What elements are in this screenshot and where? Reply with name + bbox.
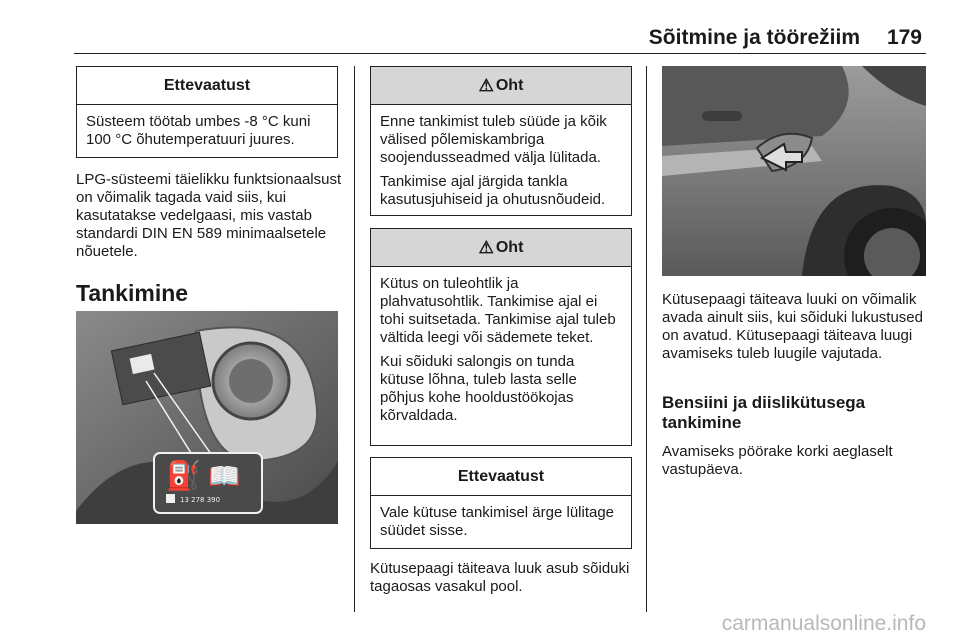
caution-box-1 xyxy=(76,66,338,158)
watermark: carmanualsonline.info xyxy=(721,612,926,635)
lpg-paragraph-text: LPG-süsteemi täielikku funktsionaalsust on võimalik tagada vaid siis, kui kasutatakse vedelgaasi, mis vastab standardi DIN EN 589 minimaalsetele nõuetele. xyxy=(76,171,342,260)
danger-box-1-heading xyxy=(371,67,631,105)
caution-box-2-heading: Ettevaatust xyxy=(371,458,631,496)
caution-box-1-heading: Ettevaatust xyxy=(77,67,337,105)
column-divider-1 xyxy=(354,66,355,612)
column-divider-2 xyxy=(646,66,647,612)
danger-box-1-title: Oht xyxy=(495,76,524,94)
danger-box-2-title: Oht xyxy=(495,238,524,256)
caution-box-1-body xyxy=(77,105,337,149)
caution-box-2 xyxy=(370,457,632,549)
page-number: 179 xyxy=(886,26,922,49)
page-header-title: Sõitmine ja töörežiim xyxy=(648,26,860,49)
fuel-door-open-paragraph xyxy=(662,291,930,363)
danger-box-2-p2: Kui sõiduki salongis on tunda kütuse lõhna, tuleb lasta selle põhjus kohe hooldustöökojas kõrvaldada. xyxy=(380,353,577,424)
svg-text:📖: 📖 xyxy=(208,462,241,492)
car-fuel-door-photo xyxy=(662,66,926,276)
warning-icon: ⚠ xyxy=(478,75,494,95)
danger-box-1-p2: Tankimise ajal järgida tankla kasutusjuhiseid ja ohutusnõudeid. xyxy=(380,173,606,208)
header-divider xyxy=(74,53,926,54)
svg-text:⛽: ⛽ xyxy=(166,459,201,492)
section-heading-tankimine: Tankimine xyxy=(76,280,189,306)
fuel-label-code: 13 278 390 xyxy=(180,496,221,504)
caution-box-1-text: Süsteem töötab umbes -8 °C kuni 100 °C õhutemperatuuri juures. xyxy=(86,113,311,148)
danger-box-1-body xyxy=(371,105,631,209)
fuel-cap-photo xyxy=(76,311,338,524)
section-heading-petrol-diesel: Bensiini ja diislikütusega tankimine xyxy=(662,393,866,432)
cap-open-paragraph xyxy=(662,443,926,479)
danger-box-2-p1: Kütus on tuleohtlik ja plahvatusohtlik. Tankimise ajal ei tohi suitsetada. Tankimise ajal tuleb vältida leegi või sädemete teket. xyxy=(380,275,616,346)
danger-box-1-p1: Enne tankimist tuleb süüde ja kõik välised põlemiskambriga soojendusseadmed välja lülitada. xyxy=(380,113,607,166)
fuel-door-location-text: Kütusepaagi täiteava luuk asub sõiduki tagaosas vasakul pool. xyxy=(370,560,630,595)
fuel-door-open-text: Kütusepaagi täiteava luuki on võimalik avada ainult siis, kui sõiduki lukustused on avatud. Kütusepaagi täiteava luugi avamiseks tuleb luugile vajutada. xyxy=(662,291,923,362)
danger-box-2-heading xyxy=(371,229,631,267)
car-fuel-door-illustration xyxy=(662,66,926,276)
fuel-cap-illustration xyxy=(76,311,338,524)
lpg-paragraph xyxy=(76,171,344,261)
warning-icon: ⚠ xyxy=(478,237,494,257)
caution-box-2-text: Vale kütuse tankimisel ärge lülitage süüdet sisse. xyxy=(380,504,615,539)
cap-open-text: Avamiseks pöörake korki aeglaselt vastupäeva. xyxy=(662,443,893,478)
danger-box-2-body xyxy=(371,267,631,425)
caution-box-2-body xyxy=(371,496,631,540)
danger-box-2 xyxy=(370,228,632,446)
danger-box-1 xyxy=(370,66,632,216)
fuel-door-location-paragraph xyxy=(370,560,632,596)
